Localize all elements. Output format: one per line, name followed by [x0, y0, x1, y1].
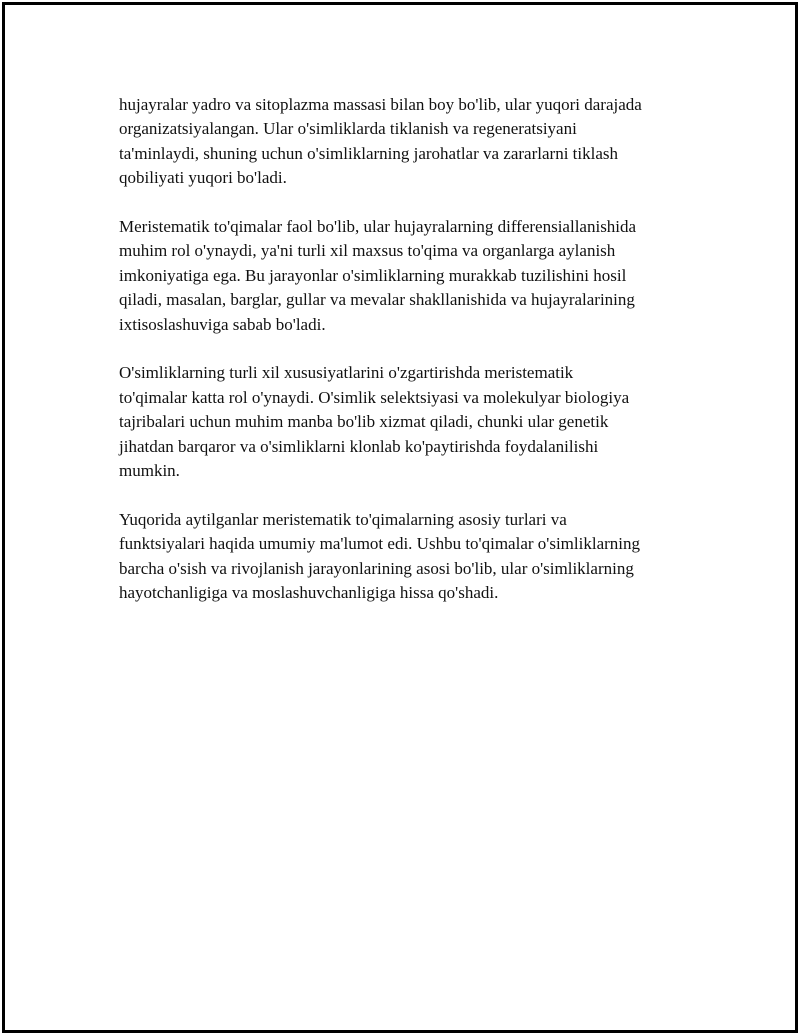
paragraph-1: hujayralar yadro va sitoplazma massasi bilan boy bo'lib, ular yuqori darajada organizatsiyalangan. Ular o'simliklarda tiklanish va regeneratsiyani ta'minlaydi, shuning uchun o'simliklarning jarohatlar va zararlarni tiklash qobiliyati yuqori bo'ladi. [119, 95, 642, 188]
document-body [119, 93, 709, 630]
paragraph-4: Yuqorida aytilganlar meristematik to'qimalarning asosiy turlari va funktsiyalari haqida umumiy ma'lumot edi. Ushbu to'qimalar o'simliklarning barcha o'sish va rivojlanish jarayonlarining asosi bo'lib, ular o'simliklarning hayotchanligiga va moslashuvchanligiga hissa qo'shadi. [119, 509, 640, 603]
paragraph-2: Meristematik to'qimalar faol bo'lib, ular hujayralarning differensiallanishida muhim rol o'ynaydi, ya'ni turli xil maxsus to'qima va organlarga aylanish imkoniyatiga ega. Bu jarayonlar o'simliklarning murakkab tuzilishini hosil qiladi, masalan, barglar, gullar va mevalar shakllanishida va hujayralarining ixtisoslashuviga sabab bo'ladi. [119, 217, 637, 334]
paragraph-3: O'simliklarning turli xil xususiyatlarini o'zgartirishda meristematik to'qimalar katta rol o'ynaydi. O'simlik selektsiyasi va molekulyar biologiya tajribalari uchun muhim manba bo'lib xizmat qiladi, chunki ular genetik jihatdan barqaror va o'simliklarni klonlab ko'paytirishda foydalanilishi mumkin. [119, 363, 630, 481]
page-frame [2, 2, 798, 1033]
